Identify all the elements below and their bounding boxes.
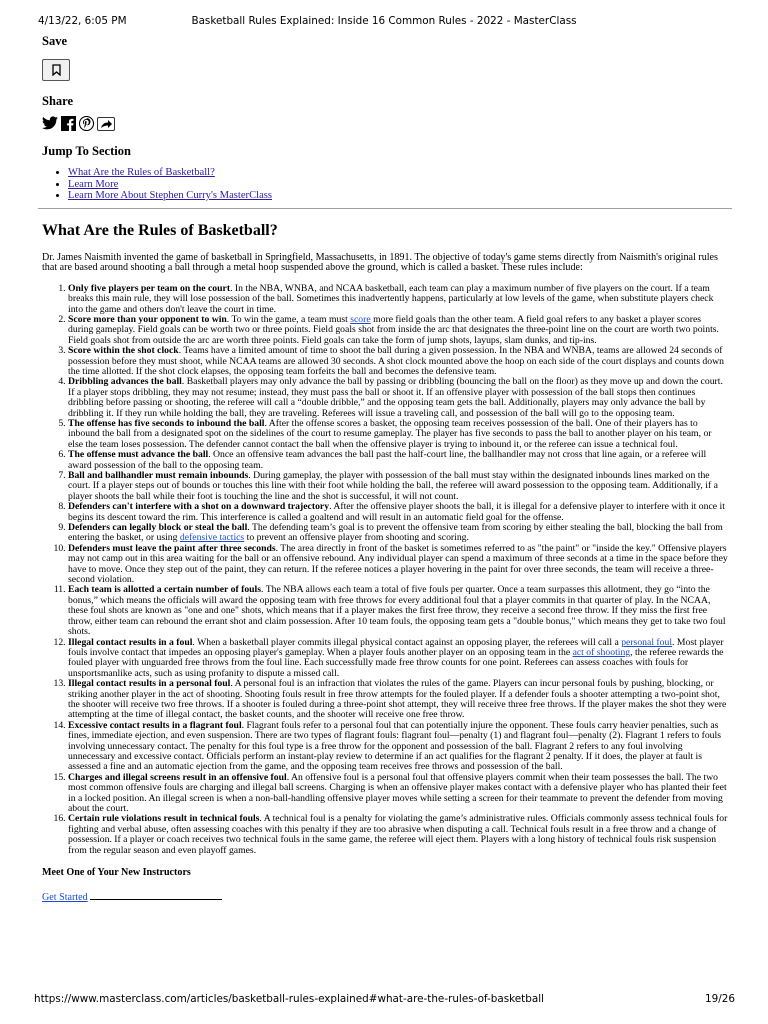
rule-text: . Flagrant fouls refer to a personal foul that can potentially injure the opponent. These fouls carry heavier penalties, such as fines, immediate ejection, and even suspension. There are two types of flagrant fouls: flagrant foul—penalty (1) and flagrant foul—penalty (2). Flagrant 1 refers to fouls involving unnecessary contact. The penalty for this foul type is a free throw for the opponent and possession of the ball. Flagrant 2 refers to any foul involving unnecessary and excessive contact. Officials perform an instant-play review to determine if an act qualifies for the flagrant 2 penalty. If it does, the player at fault is assessed a fine and an automatic ejection from the game, and the opposing team receives free throws and possession of the ball.	[68, 719, 721, 773]
rule-text: to prevent an offensive player from shooting and scoring.	[244, 532, 469, 544]
print-url: https://www.masterclass.com/articles/basketball-rules-explained#what-are-the-rules-of-basketball	[34, 993, 544, 1005]
rule-text: . The defending team’s goal is to prevent the offensive team from scoring by either stealing the ball, blocking the ball from entering the basket, or using	[68, 522, 723, 544]
list-item	[68, 179, 728, 191]
rule-item	[68, 346, 728, 377]
pinterest-icon[interactable]	[79, 116, 94, 132]
instructors-heading: Meet One of Your New Instructors	[42, 867, 191, 879]
rule-inline-link[interactable]: score	[350, 313, 371, 325]
rule-inline-link[interactable]: defensive tactics	[179, 532, 245, 544]
article-heading: What Are the Rules of Basketball?	[42, 221, 278, 239]
save-bookmark-button[interactable]	[42, 59, 70, 81]
rule-inline-link[interactable]: act of shooting	[572, 646, 631, 658]
rule-text: . Once an offensive team advances the ball past the half-court line, the ballhandler may not cross that line again, or a referee will award possession of the ball to the opposing team.	[68, 449, 707, 471]
share-heading: Share	[42, 94, 74, 108]
rule-title: The offense must advance the ball	[68, 449, 209, 461]
article-intro: Dr. James Naismith invented the game of basketball in Springfield, Massachusetts, in 1891. The objective of today's game stems directly from Naismith's original rules that are based around shooting a ball through a metal hoop suspended above the ground, which is called a basket. These rules include:	[42, 251, 718, 274]
underline-rule	[90, 890, 222, 900]
article-content	[42, 30, 728, 903]
rule-text: . Teams have a limited amount of time to shoot the ball during a given possession. In the NBA and WNBA, teams are allowed 24 seconds of possession before they must shoot, while NCAA teams are allowed 30 seconds. A shot clock mounted above the hoop on each side of the court displays and counts down the time allotted. If the shot clock elapses, the opposing team forfeits the ball and becomes the defensive team.	[68, 345, 724, 377]
rule-text: . A personal foul is an infraction that violates the rules of the game. Players can incur personal fouls by pushing, blocking, or striking another player in the act of shooting. Shooting fouls result in free throw attempts for the fouled player. If a defender fouls a shooter attempting a two-point shot, the shooter will receive two free throws. If a shooter is fouled during a three-point shot attempt, they will receive three free throws. If the player makes the shot they were attempting at the time of illegal contact, the basket counts, and the shooter will receive one free throw.	[68, 678, 727, 721]
rule-title: Defenders must leave the paint after three seconds	[68, 542, 276, 554]
share-icons-row	[42, 115, 728, 133]
facebook-icon[interactable]	[61, 116, 76, 132]
print-header	[0, 15, 768, 29]
rule-text: . To win the game, a team must	[226, 313, 351, 325]
jump-link-learn-more[interactable]: Learn More	[68, 178, 119, 190]
rule-item	[68, 814, 728, 856]
rule-title: Only five players per team on the court	[68, 282, 231, 294]
rule-title: Ball and ballhandler must remain inbounds	[68, 470, 249, 481]
twitter-icon[interactable]	[42, 116, 58, 132]
rule-item	[68, 284, 728, 315]
rule-title: Defenders can't interfere with a shot on a downward trajectory	[68, 501, 330, 513]
rule-item	[68, 721, 728, 773]
rule-item	[68, 471, 728, 502]
rule-title: The offense has five seconds to inbound the ball	[68, 417, 265, 429]
rule-text: . The area directly in front of the basket is sometimes referred to as "the paint" or "inside the key." Offensive players may not camp out in this area waiting for the ball or an offensive rebound. Any individual player can spend a maximum of three seconds at a time in the space before they have to move. Once they step out of the paint, they can return. If the referee notices a player hovering in the paint for over three seconds, the team will receive a three-second violation.	[68, 542, 728, 586]
rule-text: , the referee rewards the fouled player with unguarded free throws from the foul line. Each successfully made free throw counts for one point. Referees can assess coaches with fouls for unsportsmanlike acts, such as using profanity to dispute a missed call.	[68, 646, 724, 679]
rule-title: Defenders can legally block or steal the ball	[68, 522, 248, 534]
rule-inline-link[interactable]: personal foul	[621, 636, 673, 648]
save-heading: Save	[42, 34, 67, 48]
section-divider	[38, 208, 732, 209]
rule-item	[68, 450, 728, 471]
rule-item	[68, 679, 728, 721]
rule-text: . After the offensive player shoots the ball, it is illegal for a defensive player to interfere with it once it begins its descent toward the rim. This interference is called a goaltend and will result in an automatic field goal for the offense.	[68, 501, 725, 523]
rule-item	[68, 544, 728, 586]
rule-item	[68, 773, 728, 815]
jump-link-rules[interactable]: What Are the Rules of Basketball?	[68, 167, 215, 178]
rule-title: Illegal contact results in a personal foul	[68, 678, 231, 690]
jump-link-curry-masterclass[interactable]: Learn More About Stephen Curry's MasterClass	[68, 190, 273, 201]
rule-title: Dribbling advances the ball	[68, 376, 182, 388]
rule-title: Illegal contact results in a foul	[68, 636, 193, 648]
rule-text: . After the offense scores a basket, the opposing team receives possession of the ball. One of their players has to inbound the ball from a designated spot on the sidelines of the court to resume gameplay. The player has five seconds to pass the ball to another player on his team, or else the team loses possession. The defender cannot contact the ball when the offensive player is trying to inbound it, or the referee can issue a technical foul.	[68, 417, 712, 450]
rules-list	[42, 284, 728, 856]
rule-item	[68, 523, 728, 544]
rule-item	[68, 502, 728, 523]
list-item	[68, 167, 728, 179]
rule-text: . An offensive foul is a personal foul that offensive players commit when their team possesses the ball. The two most common offensive fouls are charging and illegal ball screens. Charging is when an offensive player makes contact with a defensive player who has planted their feet in a locked position. An illegal screen is when a non-ball-handling offensive player moves while setting a screen for their teammate to prevent the defender from moving about the court.	[68, 771, 727, 814]
print-datetime: 4/13/22, 6:05 PM	[38, 15, 127, 27]
rule-item	[68, 315, 728, 346]
rule-title: Score more than your opponent to win	[68, 313, 227, 325]
rule-text: . During gameplay, the player with possession of the ball must stay within the designated inbounds lines marked on the court. If a player steps out of bounds or touches this line with their foot while holding the ball, the referee will award possession to the opposing team. Additionally, if a player shoots the ball while their foot is touching the line and the shot is successful, it will not count.	[68, 470, 718, 502]
get-started-link[interactable]: Get Started	[42, 892, 88, 904]
rule-text: more field goals than the other team. A field goal refers to any basket a player scores during gameplay. Field goals can be worth two or three points. Field goals shot from inside the arc that designates the three-point line on the court are worth two points. Field goals shot from outside the arc are worth three points. Field goals can take the form of jump shots, layups, slam dunks, and tip-ins.	[68, 313, 719, 346]
rule-title: Each team is allotted a certain number of fouls	[68, 584, 262, 596]
rule-text: . When a basketball player commits illegal physical contact against an opposing player, the referees will call a	[192, 636, 622, 648]
rule-item	[68, 377, 728, 419]
rule-text: . The NBA allows each team a total of five fouls per quarter. Once a team surpasses this allotment, they go “into the bonus,” which means the officials will award the opposing team with free throws for every additional foul that a player commits in that quarter of play. In the NCAA, these foul shots are known as "one and one" shots, which means that if a player makes the first free throw, they receive a second free throw. If they miss the first free throw, either team can rebound the errant shot and claim possession. After 10 team fouls, the opposing team gets a "double bonus," which means they get to take two foul shots.	[68, 584, 726, 638]
rule-title: Score within the shot clock	[68, 345, 179, 357]
jump-to-section-heading: Jump To Section	[42, 144, 131, 158]
bookmark-icon	[52, 64, 61, 76]
rule-text: . In the NBA, WNBA, and NCAA basketball, each team can play a maximum number of five players on the court. If a team breaks this main rule, they will lose possession of the ball. Sometimes this inadvertently happens, particularly at low levels of the game, when substitute players check into the game and others don't leave the court in time.	[68, 282, 714, 315]
print-page-number: 19/26	[705, 993, 735, 1005]
rule-text: . A technical foul is a penalty for violating the game’s administrative rules. Officials commonly assess technical fouls for fighting and verbal abuse, often assessing coaches with this penalty if they are too abrasive when disputing a call. Technical fouls result in a free throw and a change of possession. If a player or coach receives two technical fouls in the same game, the referee will eject them. Players with a long history of technical fouls risk suspension from the regular season and even playoff games.	[68, 813, 728, 856]
print-page-title: Basketball Rules Explained: Inside 16 Common Rules - 2022 - MasterClass	[191, 15, 577, 27]
get-started-row	[42, 890, 728, 903]
rule-item	[68, 419, 728, 450]
list-item	[68, 190, 728, 202]
jump-section-list	[42, 167, 728, 202]
rule-item	[68, 585, 728, 637]
rule-item	[68, 638, 728, 680]
rule-title: Certain rule violations result in technical fouls	[68, 813, 260, 825]
rule-text: . Most player fouls involve contact that impedes an opposing player's gameplay. When a player fouls another player on an opposing team in the	[68, 636, 724, 658]
rule-title: Charges and illegal screens result in an offensive foul	[68, 771, 287, 783]
rule-title: Excessive contact results in a flagrant foul	[68, 719, 242, 731]
share-arrow-icon[interactable]	[97, 117, 115, 131]
print-footer	[0, 993, 768, 1007]
rule-text: . Basketball players may only advance the ball by passing or dribbling (bouncing the ball on the floor) as they move up and down the court. If a player stops dribbling, they may not resume; instead, they must pass the ball or shoot it. If an offensive player with possession of the ball stops then continues dribbling before passing or shooting, the referee will call a “double dribble,” and the opposing team gets the ball. Additionally, players may only advance the ball by dribbling it. If they run while holding the ball, they are traveling. Referees will issue a traveling call, and possession of the ball will go to the opposing team.	[68, 376, 723, 419]
